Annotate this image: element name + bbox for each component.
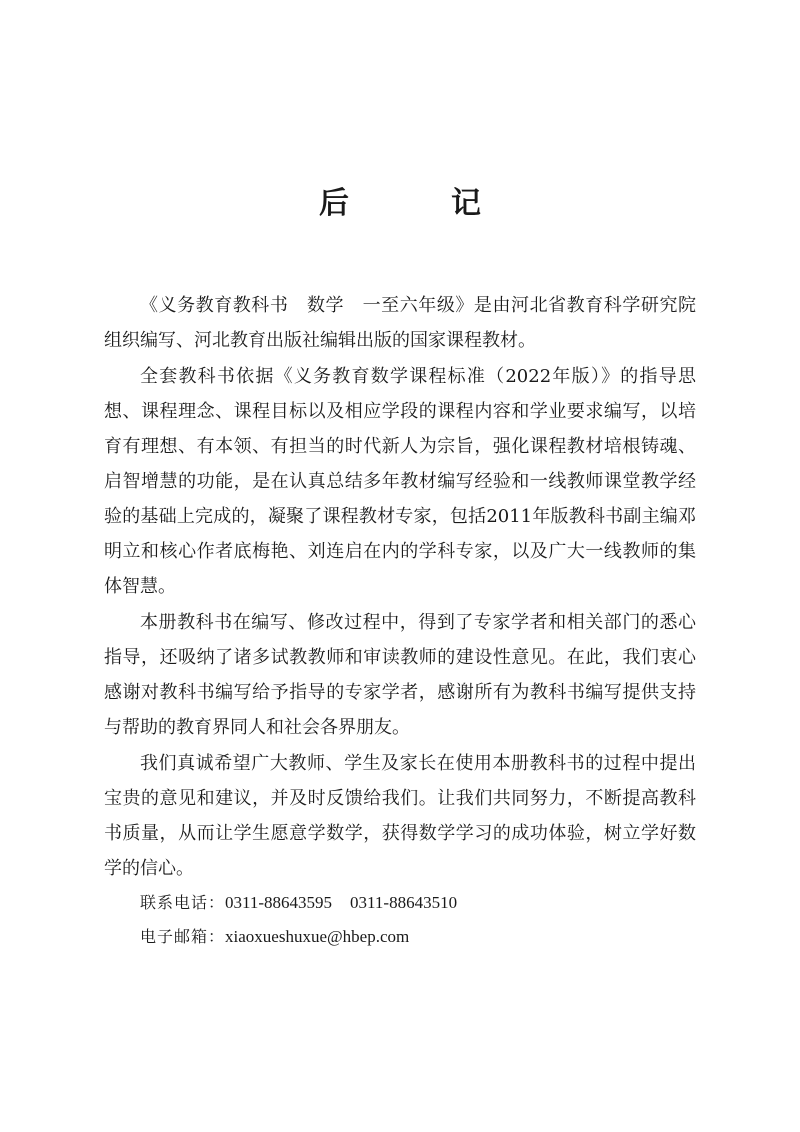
paragraph-1: 《义务教育教科书 数学 一至六年级》是由河北省教育科学研究院组织编写、河北教育出版社编辑出版的国家课程教材。 xyxy=(104,295,696,351)
phone-number-1: 0311-88643595 xyxy=(225,893,333,912)
paragraph-2: 全套教科书依据《义务教育数学课程标准（2022年版）》的指导思想、课程理念、课程目标以及相应学段的课程内容和学业要求编写，以培育有理想、有本领、有担当的时代新人为宗旨，强化课程教材培根铸魂、启智增慧的功能，是在认真总结多年教材编写经验和一线教师课堂教学经验的基础上完成的，凝聚了课程教材专家，包括2011年版教科书副主编邓明立和核心作者底梅艳、刘连启在内的学科专家，以及广大一线教师的集体智慧。 xyxy=(104,366,696,597)
email-address: xiaoxueshuxue@hbep.com xyxy=(225,927,410,946)
phone-row xyxy=(140,886,700,920)
email-row xyxy=(140,920,700,954)
email-label: 电子邮箱： xyxy=(140,927,226,946)
contact-info xyxy=(140,886,700,954)
page-title: 后 记 xyxy=(319,186,517,221)
phone-number-2: 0311-88643510 xyxy=(350,893,458,912)
phone-label: 联系电话： xyxy=(140,893,226,912)
body-text xyxy=(104,288,696,887)
paragraph-3: 本册教科书在编写、修改过程中，得到了专家学者和相关部门的悉心指导，还吸纳了诸多试教教师和审读教师的建设性意见。在此，我们衷心感谢对教科书编写给予指导的专家学者，感谢所有为教科书编写提供支持与帮助的教育界同人和社会各界朋友。 xyxy=(104,612,696,738)
paragraph-4: 我们真诚希望广大教师、学生及家长在使用本册教科书的过程中提出宝贵的意见和建议，并及时反馈给我们。让我们共同努力，不断提高教科书质量，从而让学生愿意学数学，获得数学学习的成功体验，树立学好数学的信心。 xyxy=(104,753,696,879)
